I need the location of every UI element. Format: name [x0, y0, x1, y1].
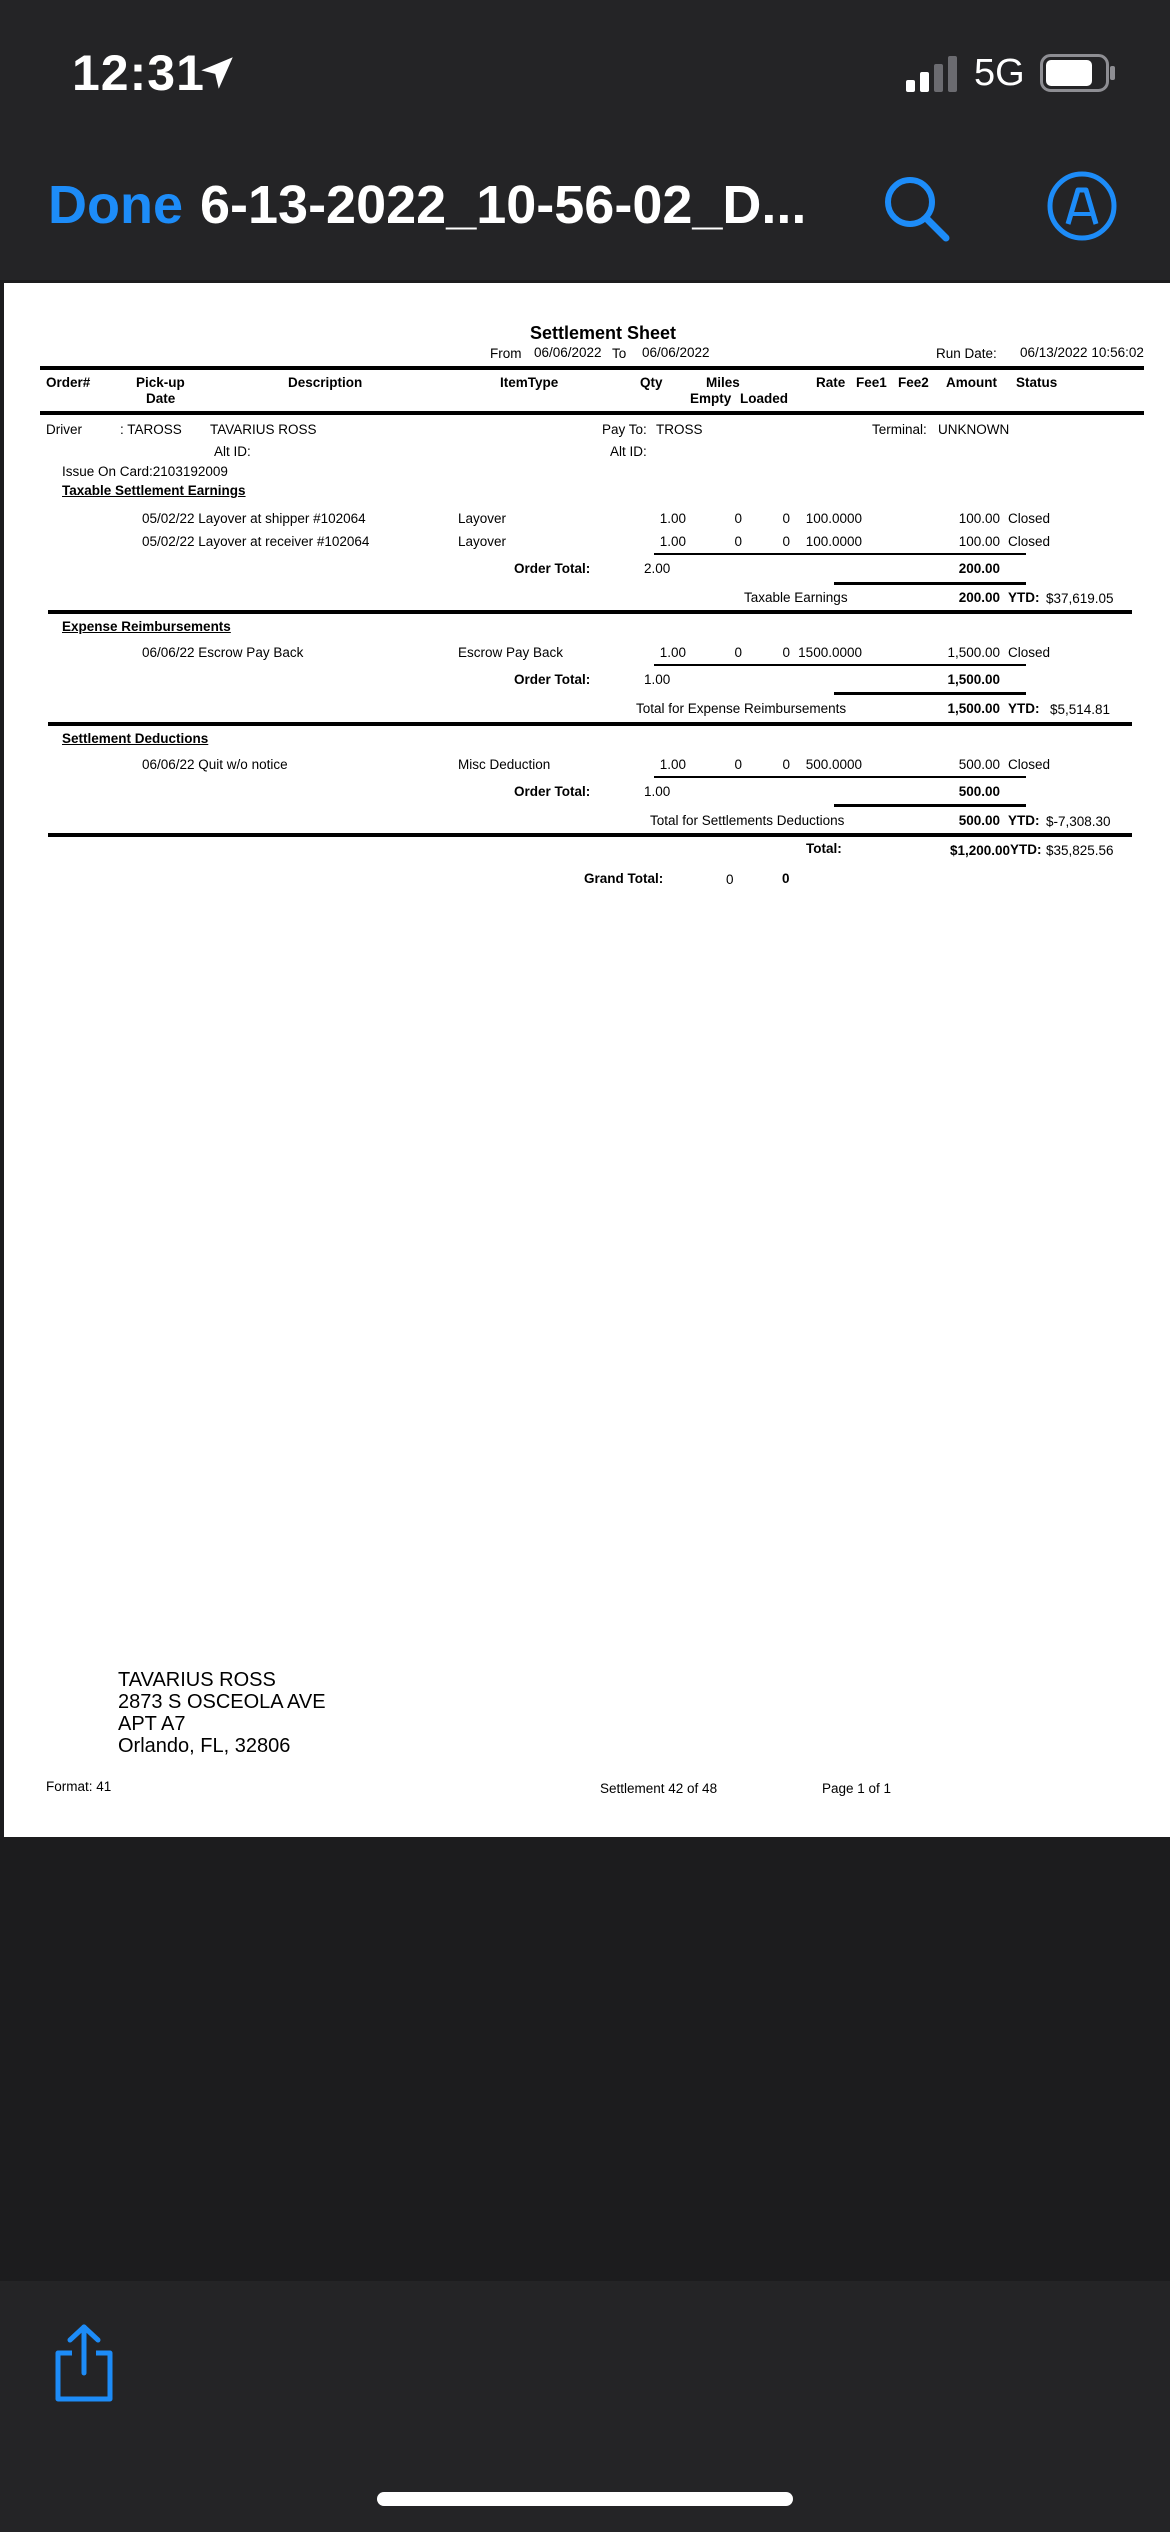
pay-to: TROSS: [656, 422, 703, 437]
markup-pen-icon[interactable]: [1046, 170, 1118, 242]
driver-code: : TAROSS: [120, 422, 182, 437]
settlement-count: Settlement 42 of 48: [600, 1781, 718, 1796]
row-description: 06/06/22 Quit w/o notice: [142, 757, 288, 772]
row-empty: 0: [734, 534, 742, 549]
row-loaded: 0: [782, 534, 790, 549]
section-divider: [48, 722, 1132, 726]
col-qty: Qty: [640, 375, 663, 390]
address-line: Orlando, FL, 32806: [118, 1735, 291, 1757]
page-number: Page 1 of 1: [822, 1781, 892, 1796]
cellular-signal-icon: [906, 56, 958, 92]
order-total-qty: 1.00: [644, 784, 671, 799]
grand-total-loaded: 0: [782, 871, 790, 886]
order-total-qty: 2.00: [644, 561, 671, 576]
status-bar: [0, 0, 1170, 140]
driver-alt-id-label: Alt ID:: [214, 444, 251, 459]
row-qty: 1.00: [659, 757, 686, 772]
col-pickup: Pick-up: [136, 375, 185, 390]
header-top-rule: [40, 366, 1144, 370]
share-icon[interactable]: [50, 2323, 118, 2403]
order-total-label: Order Total:: [514, 672, 591, 687]
row-itemtype: Escrow Pay Back: [458, 645, 564, 660]
row-description: 05/02/22 Layover at shipper #102064: [142, 511, 366, 526]
nav-bar: [0, 140, 1170, 280]
subtotal-rule: [654, 776, 1026, 778]
from-date: 06/06/2022: [534, 345, 602, 360]
row-status: Closed: [1008, 645, 1051, 660]
network-type: 5G: [974, 52, 1025, 94]
summary-rule: [834, 582, 1026, 585]
col-miles: Miles: [706, 375, 740, 390]
to-date: 06/06/2022: [642, 345, 710, 360]
address-line: 2873 S OSCEOLA AVE: [118, 1691, 326, 1713]
ytd-value: $5,514.81: [1050, 702, 1111, 717]
row-rate: 100.0000: [805, 534, 862, 549]
summary-rule: [834, 692, 1026, 695]
col-fee2: Fee2: [898, 375, 929, 390]
row-amount: 100.00: [958, 511, 1000, 526]
row-amount: 100.00: [958, 534, 1000, 549]
section-expense-header: Expense Reimbursements: [62, 619, 231, 634]
row-description: 05/02/22 Layover at receiver #102064: [142, 534, 370, 549]
order-total-label: Order Total:: [514, 561, 591, 576]
row-loaded: 0: [782, 511, 790, 526]
summary-label: Taxable Earnings: [744, 590, 848, 605]
row-rate: 500.0000: [805, 757, 862, 772]
battery-icon: [1040, 54, 1116, 92]
done-button[interactable]: Done: [48, 175, 183, 235]
col-pickup-date: Date: [146, 391, 176, 406]
subtotal-rule: [654, 664, 1026, 666]
order-total-amount: 1,500.00: [947, 672, 1000, 687]
ytd-value: $-7,308.30: [1046, 814, 1111, 829]
address-line: APT A7: [118, 1713, 186, 1735]
mailing-address: [118, 1669, 326, 1757]
row-qty: 1.00: [659, 645, 686, 660]
col-amount: Amount: [946, 375, 997, 390]
col-itemtype: ItemType: [500, 375, 559, 390]
order-total-label: Order Total:: [514, 784, 591, 799]
document-page[interactable]: [4, 283, 1170, 1837]
row-rate: 1500.0000: [798, 645, 862, 660]
summary-amount: 200.00: [958, 590, 1000, 605]
ytd-label: YTD:: [1008, 813, 1040, 828]
from-label: From: [490, 346, 522, 361]
summary-rule: [834, 804, 1026, 807]
pay-alt-id-label: Alt ID:: [610, 444, 647, 459]
total-ytd-label: YTD:: [1010, 842, 1042, 857]
pay-to-label: Pay To:: [602, 422, 647, 437]
to-label: To: [612, 346, 627, 361]
issue-on-card: Issue On Card:2103192009: [62, 464, 228, 479]
run-date: 06/13/2022 10:56:02: [1020, 345, 1144, 360]
row-amount: 1,500.00: [947, 645, 1000, 660]
terminal-label: Terminal:: [872, 422, 927, 437]
grand-total-empty: 0: [726, 872, 734, 887]
row-rate: 100.0000: [805, 511, 862, 526]
format-label: Format: 41: [46, 1779, 112, 1794]
row-itemtype: Misc Deduction: [458, 757, 551, 772]
col-rate: Rate: [816, 375, 846, 390]
ytd-label: YTD:: [1008, 590, 1040, 605]
summary-label: Total for Settlements Deductions: [650, 813, 845, 828]
row-amount: 500.00: [958, 757, 1000, 772]
grand-total-label: Grand Total:: [584, 871, 664, 886]
row-empty: 0: [734, 511, 742, 526]
row-qty: 1.00: [659, 534, 686, 549]
search-icon[interactable]: [880, 172, 952, 244]
total-amount: $1,200.00: [949, 843, 1010, 858]
row-loaded: 0: [782, 645, 790, 660]
row-qty: 1.00: [659, 511, 686, 526]
row-description: 06/06/22 Escrow Pay Back: [142, 645, 304, 660]
order-total-amount: 200.00: [958, 561, 1000, 576]
section-divider: [48, 610, 1132, 614]
row-empty: 0: [734, 757, 742, 772]
bottom-toolbar: [0, 2281, 1170, 2532]
summary-amount: 500.00: [958, 813, 1000, 828]
driver-label: Driver: [46, 422, 82, 437]
col-loaded: Loaded: [740, 391, 789, 406]
summary-label: Total for Expense Reimbursements: [636, 701, 847, 716]
col-status: Status: [1016, 375, 1058, 390]
status-time: 12:31: [72, 45, 205, 101]
driver-name: TAVARIUS ROSS: [210, 422, 317, 437]
row-itemtype: Layover: [458, 511, 507, 526]
address-line: TAVARIUS ROSS: [118, 1669, 276, 1691]
document-title: 6-13-2022_10-56-02_D...: [200, 175, 807, 235]
total-label: Total:: [806, 841, 842, 856]
total-ytd-value: $35,825.56: [1046, 843, 1114, 858]
row-status: Closed: [1008, 534, 1051, 549]
order-total-amount: 500.00: [958, 784, 1000, 799]
ytd-label: YTD:: [1008, 701, 1040, 716]
location-arrow-icon: [196, 52, 238, 94]
order-total-qty: 1.00: [644, 672, 671, 687]
section-deductions-header: Settlement Deductions: [62, 731, 209, 746]
row-status: Closed: [1008, 511, 1051, 526]
col-fee1: Fee1: [856, 375, 887, 390]
row-itemtype: Layover: [458, 534, 507, 549]
row-status: Closed: [1008, 757, 1051, 772]
col-empty: Empty: [690, 391, 732, 406]
subtotal-rule: [654, 553, 1026, 555]
run-date-label: Run Date:: [936, 346, 997, 361]
home-indicator[interactable]: [377, 2492, 793, 2506]
viewer-background: [0, 1837, 1170, 2281]
row-loaded: 0: [782, 757, 790, 772]
section-divider: [48, 833, 1132, 837]
col-order: Order#: [46, 375, 91, 390]
sheet-title: Settlement Sheet: [530, 323, 677, 343]
col-description: Description: [288, 375, 363, 390]
summary-amount: 1,500.00: [947, 701, 1000, 716]
terminal: UNKNOWN: [938, 422, 1010, 437]
row-empty: 0: [734, 645, 742, 660]
ytd-value: $37,619.05: [1046, 591, 1114, 606]
header-bottom-rule: [40, 411, 1144, 415]
section-taxable-header: Taxable Settlement Earnings: [62, 483, 246, 498]
